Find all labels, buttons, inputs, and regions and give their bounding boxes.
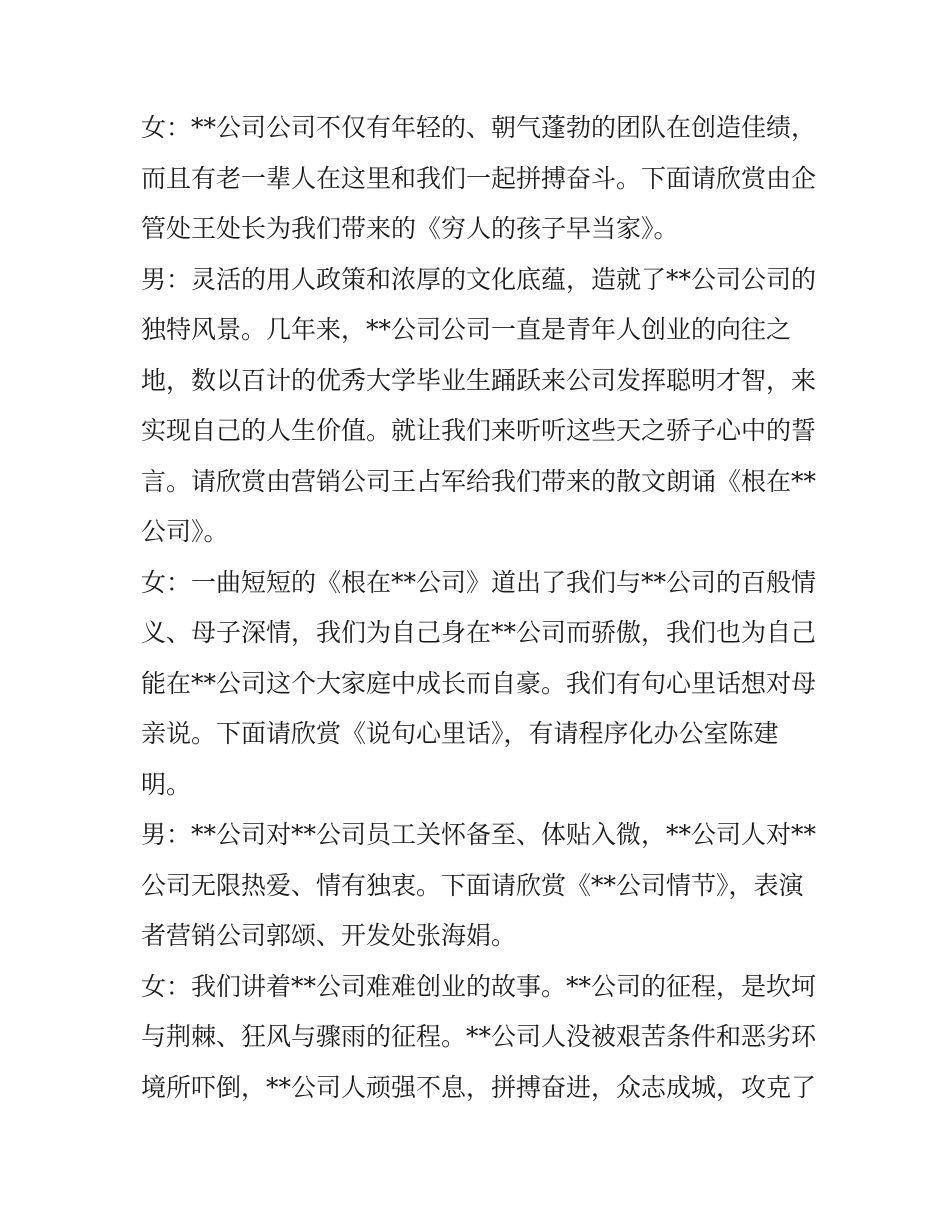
text-line: 义、母子深情，我们为自己身在**公司而骄傲，我们也为自己 xyxy=(141,618,817,647)
text-line: 能在**公司这个大家庭中成长而自豪。我们有句心里话想对母 xyxy=(141,668,817,698)
text-line: 女：一曲短短的《根在**公司》道出了我们与**公司的百般情 xyxy=(141,567,817,597)
text-line: 明。 xyxy=(141,769,192,799)
text-line: 管处王处长为我们带来的《穷人的孩子早当家》。 xyxy=(141,214,679,243)
text-line: 女：我们讲着**公司难难创业的故事。**公司的征程，是坎坷 xyxy=(141,971,817,1001)
text-line: 实现自己的人生价值。就让我们来听听这些天之骄子心中的誓 xyxy=(141,416,817,445)
text-line: 地，数以百计的优秀大学毕业生踊跃来公司发挥聪明才智，来 xyxy=(141,365,817,395)
text-line: 者营销公司郭颂、开发处张海娟。 xyxy=(141,921,517,950)
text-line: 境所吓倒，**公司人顽强不息，拼搏奋进，众志成城，攻克了 xyxy=(141,1072,817,1102)
text-line: 公司》。 xyxy=(141,517,229,546)
text-line: 女：**公司公司不仅有年轻的、朝气蓬勃的团队在创造佳绩， xyxy=(141,113,817,142)
text-line: 独特风景。几年来，**公司公司一直是青年人创业的向往之 xyxy=(141,315,792,344)
text-line: 亲说。下面请欣赏《说句心里话》，有请程序化办公室陈建 xyxy=(141,719,779,748)
text-line: 男：**公司对**公司员工关怀备至、体贴入微，**公司人对** xyxy=(141,820,817,849)
text-line: 言。请欣赏由营销公司王占军给我们带来的散文朗诵《根在** xyxy=(141,466,817,496)
text-line: 而且有老一辈人在这里和我们一起拼搏奋斗。下面请欣赏由企 xyxy=(141,163,817,193)
text-line: 男：灵活的用人政策和浓厚的文化底蕴，造就了**公司公司的 xyxy=(141,264,817,294)
text-line: 与荆棘、狂风与骤雨的征程。**公司人没被艰苦条件和恶劣环 xyxy=(141,1022,817,1051)
text-line: 公司无限热爱、情有独衷。下面请欣赏《**公司情节》，表演 xyxy=(141,870,804,900)
document-body xyxy=(141,103,816,1113)
